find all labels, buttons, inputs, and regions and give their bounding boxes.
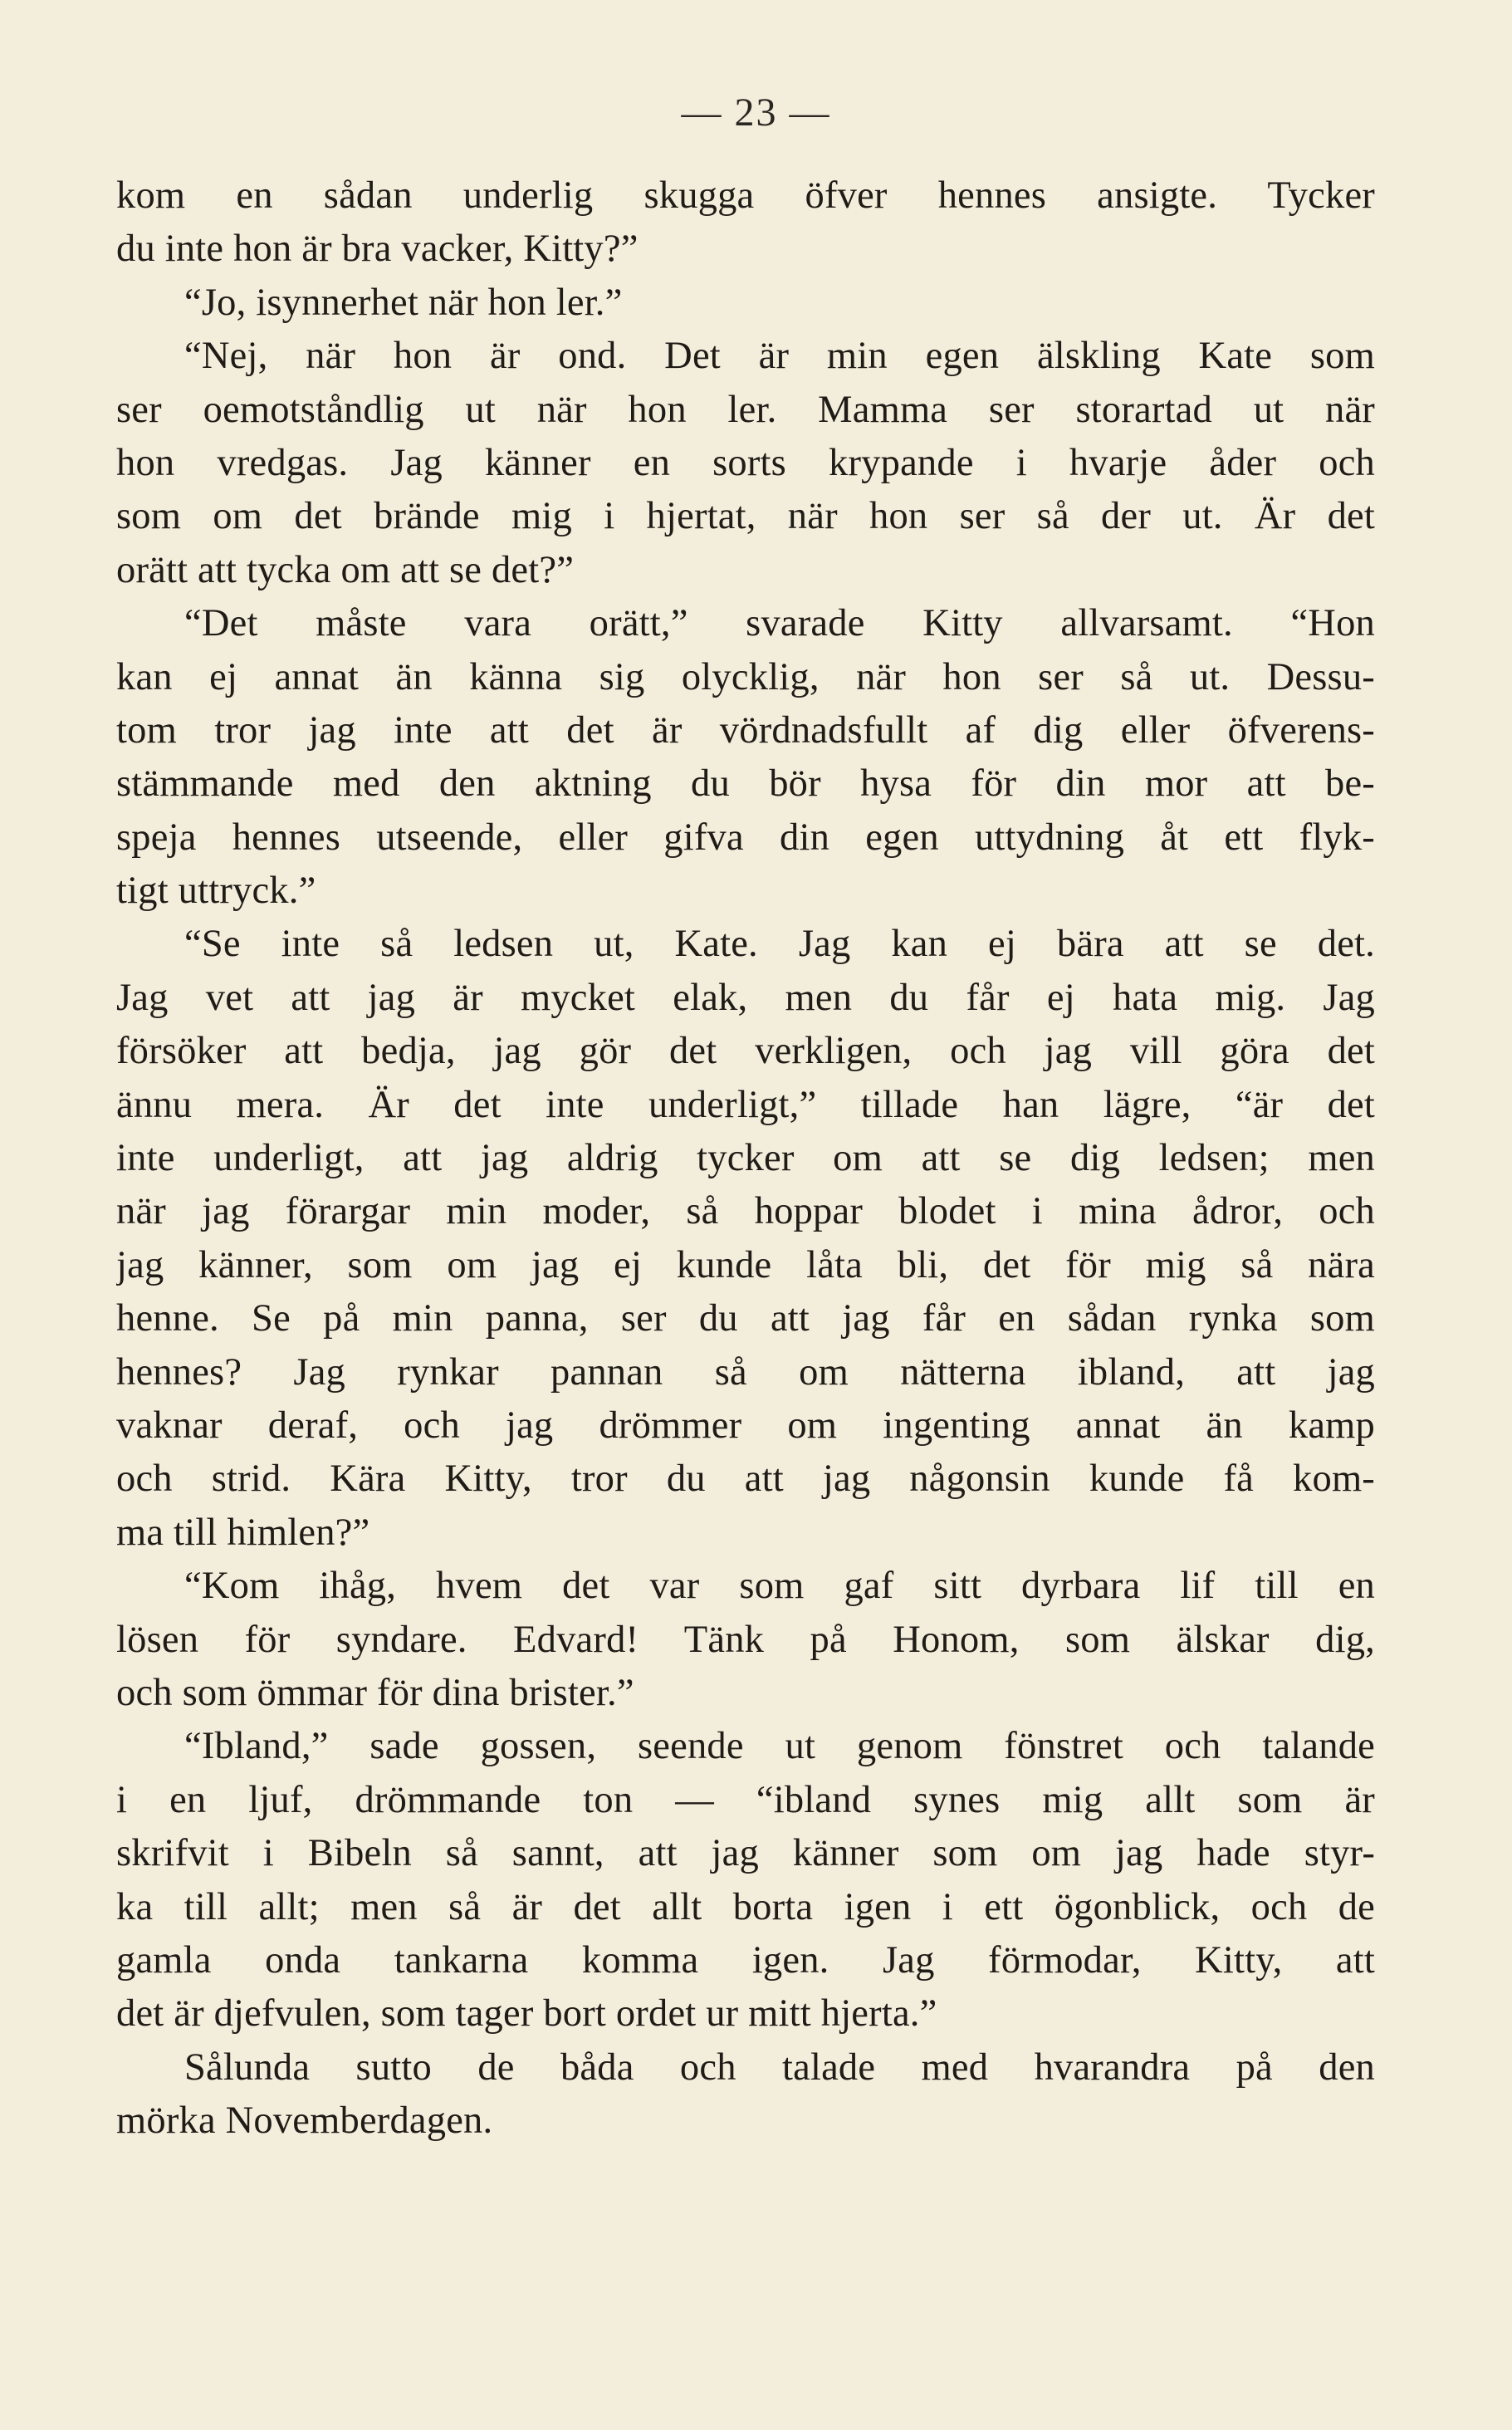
page-number: — 23 — (681, 91, 831, 135)
text-line: ser oemotståndlig ut när hon ler. Mamma ser storartad ut när (116, 388, 1375, 431)
text-line: hon vredgas. Jag känner en sorts krypande i hvarje åder och (116, 441, 1375, 484)
text-line: inte underligt, att jag aldrig tycker om att se dig ledsen; men (116, 1137, 1375, 1180)
text-line: ännu mera. Är det inte underligt,” tillade han lägre, “är det (116, 1083, 1375, 1126)
text-line: och strid. Kära Kitty, tror du att jag någonsin kunde få kom- (116, 1458, 1375, 1501)
text-line: tigt uttryck.” (116, 870, 316, 913)
text-line: det är djefvulen, som tager bort ordet ur mitt hjerta.” (116, 1992, 937, 2036)
text-line: kom en sådan underlig skugga öfver hennes ansigte. Tycker (116, 174, 1375, 217)
text-line: “Kom ihåg, hvem det var som gaf sitt dyrbara lif till en (184, 1565, 1375, 1608)
text-line: ka till allt; men så är det allt borta igen i ett ögonblick, och de (116, 1885, 1375, 1928)
text-line: ma till himlen?” (116, 1511, 370, 1554)
text-line: “Nej, när hon är ond. Det är min egen älskling Kate som (184, 335, 1375, 378)
text-line: orätt att tycka om att se det?” (116, 548, 575, 591)
text-line: kan ej annat än känna sig olycklig, när hon ser så ut. Dessu- (116, 655, 1375, 698)
text-line: “Se inte så ledsen ut, Kate. Jag kan ej bära att se det. (184, 923, 1375, 966)
text-line: i en ljuf, drömmande ton — “ibland synes mig allt som är (116, 1778, 1375, 1821)
body-text (116, 169, 1375, 2148)
text-line: stämmande med den aktning du bör hysa för din mor att be- (116, 762, 1375, 806)
text-line: henne. Se på min panna, ser du att jag får en sådan rynka som (116, 1297, 1375, 1340)
text-line: och som ömmar för dina brister.” (116, 1671, 634, 1714)
text-line: “Ibland,” sade gossen, seende ut genom fönstret och talande (184, 1725, 1375, 1768)
text-line: lösen för syndare. Edvard! Tänk på Honom, som älskar dig, (116, 1618, 1375, 1661)
text-line: när jag förargar min moder, så hoppar blodet i mina ådror, och (116, 1190, 1375, 1233)
text-line: Sålunda sutto de båda och talade med hvarandra på den (184, 2045, 1375, 2089)
text-line: du inte hon är bra vacker, Kitty?” (116, 228, 639, 271)
text-line: skrifvit i Bibeln så sannt, att jag känner som om jag hade styr- (116, 1832, 1375, 1875)
text-line: tom tror jag inte att det är vördnadsfullt af dig eller öfverens- (116, 708, 1375, 752)
text-line: speja hennes utseende, eller gifva din egen uttydning åt ett flyk- (116, 816, 1375, 859)
text-line: gamla onda tankarna komma igen. Jag förmodar, Kitty, att (116, 1938, 1375, 1982)
text-line: mörka Novemberdagen. (116, 2099, 493, 2143)
text-line: “Jo, isynnerhet när hon ler.” (184, 281, 623, 324)
text-line: jag känner, som om jag ej kunde låta bli, det för mig så nära (116, 1243, 1375, 1286)
text-line: försöker att bedja, jag gör det verkligen, och jag vill göra det (116, 1030, 1375, 1073)
text-line: “Det måste vara orätt,” svarade Kitty allvarsamt. “Hon (184, 602, 1375, 645)
text-line: Jag vet att jag är mycket elak, men du får ej hata mig. Jag (116, 976, 1375, 1019)
text-line: hennes? Jag rynkar pannan så om nätterna ibland, att jag (116, 1350, 1375, 1394)
text-line: vaknar deraf, och jag drömmer om ingenting annat än kamp (116, 1404, 1375, 1447)
text-line: som om det brände mig i hjertat, när hon ser så der ut. Är det (116, 495, 1375, 538)
